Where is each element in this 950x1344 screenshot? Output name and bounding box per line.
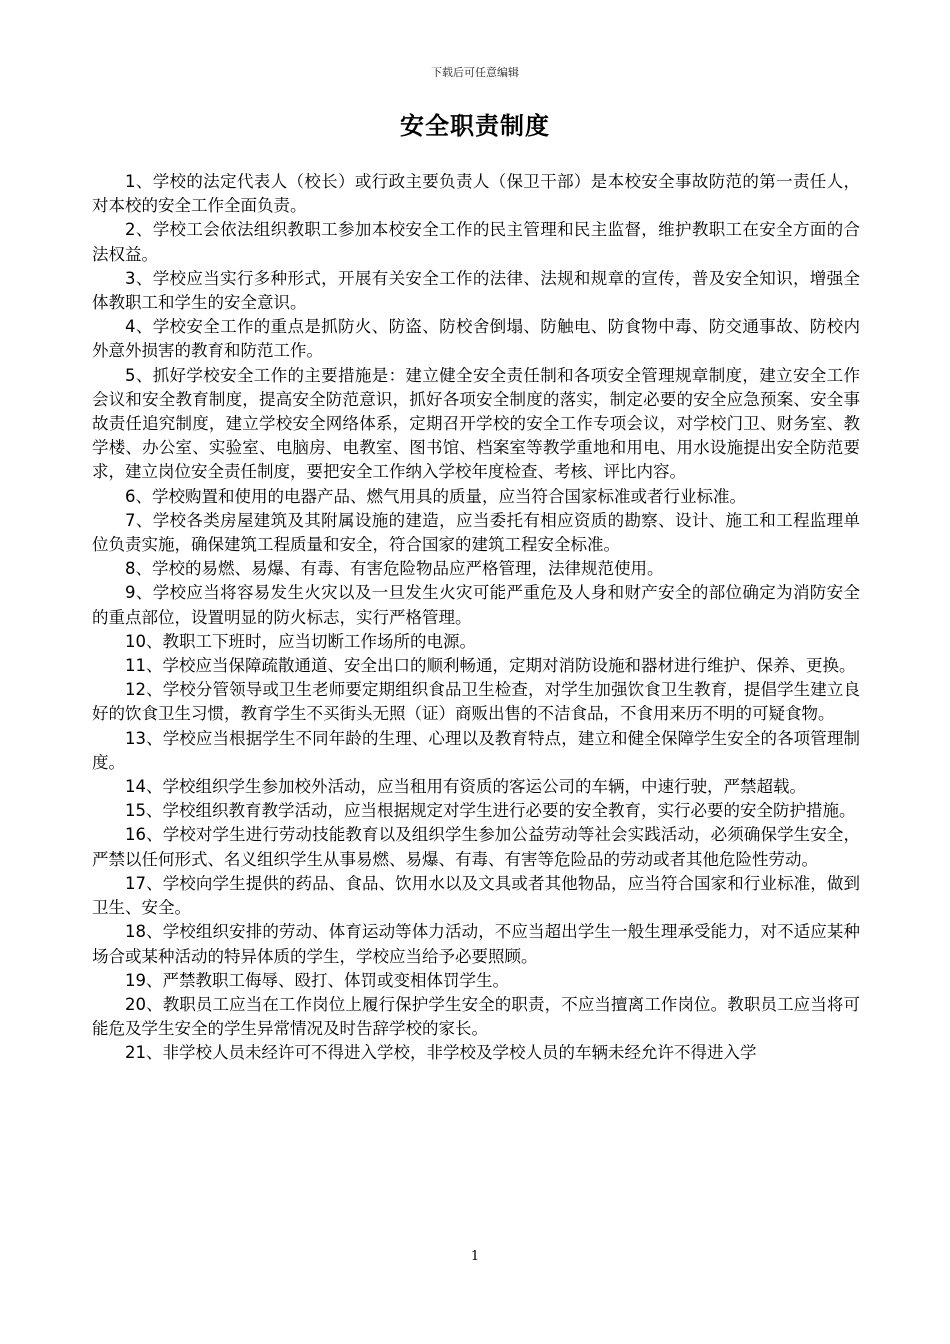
paragraph-18: 18、学校组织安排的劳动、体育运动等体力活动，不应当超出学生一般生理承受能力，对不适应某种场合或某种活动的特异体质的学生，学校应当给予必要照顾。	[92, 922, 860, 966]
paragraph-6: 6、学校购置和使用的电器产品、燃气用具的质量，应当符合国家标准或者行业标准。	[125, 486, 746, 506]
paragraph-3: 3、学校应当实行多种形式，开展有关安全工作的法律、法规和规章的宣传，普及安全知识，增强全体教职工和学生的安全意识。	[92, 268, 860, 313]
paragraph-10: 10、教职工下班时，应当切断工作场所的电源。	[125, 631, 476, 651]
paragraph-21: 21、非学校人员未经许可不得进入学校，非学校及学校人员的车辆未经允许不得进入学	[125, 1043, 757, 1063]
paragraph-11: 11、学校应当保障疏散通道、安全出口的顺利畅通，定期对消防设施和器材进行维护、保养、更换。	[125, 656, 856, 676]
paragraph-9: 9、学校应当将容易发生火灾以及一旦发生火灾可能严重危及人身和财产安全的部位确定为消防安全的重点部位，设置明显的防火标志，实行严格管理。	[92, 583, 860, 627]
paragraph-15: 15、学校组织教育教学活动，应当根据规定对学生进行必要的安全教育，实行必要的安全防护措施。	[125, 801, 856, 821]
paragraph-1: 1、学校的法定代表人（校长）或行政主要负责人（保卫干部）是本校安全事故防范的第一责任人，对本校的安全工作全面负责。	[92, 172, 860, 216]
paragraph-20: 20、教职员工应当在工作岗位上履行保护学生安全的职责，不应当擅离工作岗位。教职员工应当将可能危及学生安全的学生异常情况及时告辞学校的家长。	[92, 994, 860, 1039]
paragraph-4: 4、学校安全工作的重点是抓防火、防盗、防校舍倒塌、防触电、防食物中毒、防交通事故、防校内外意外损害的教育和防范工作。	[92, 317, 860, 361]
paragraph-12: 12、学校分管领导或卫生老师要定期组织食品卫生检查，对学生加强饮食卫生教育，提倡学生建立良好的饮食卫生习惯，教育学生不买街头无照（证）商贩出售的不洁食品，不食用来历不明的可疑食物。	[92, 680, 860, 724]
paragraph-16: 16、学校对学生进行劳动技能教育以及组织学生参加公益劳动等社会实践活动，必须确保学生安全，严禁以任何形式、名义组织学生从事易燃、易爆、有毒、有害等危险品的劳动或者其他危险性劳动。	[92, 825, 860, 869]
document-title: 安全职责制度	[400, 112, 550, 140]
paragraph-5: 5、抓好学校安全工作的主要措施是：建立健全安全责任制和各项安全管理规章制度，建立安全工作会议和安全教育制度，提高安全防范意识，抓好各项安全制度的落实，制定必要的安全应急预案、安全事故责任追究制度，建立学校安全网络体系，定期召开学校的安全工作专项会议，对学校门卫、财务室、教学楼、办公室、实验室、电脑房、电教室、图书馆、档案室等教学重地和用电、用水设施提出安全防范要求，建立岗位安全责任制度，要把安全工作纳入学校年度检查、考核、评比内容。	[92, 365, 860, 482]
paragraph-14: 14、学校组织学生参加校外活动，应当租用有资质的客运公司的车辆，中速行驶，严禁超载。	[125, 777, 806, 797]
paragraph-19: 19、严禁教职工侮辱、殴打、体罚或变相体罚学生。	[125, 970, 509, 990]
paragraph-7: 7、学校各类房屋建筑及其附属设施的建造，应当委托有相应资质的勘察、设计、施工和工程监理单位负责实施，确保建筑工程质量和安全，符合国家的建筑工程安全标准。	[92, 510, 860, 555]
paragraph-13: 13、学校应当根据学生不同年龄的生理、心理以及教育特点，建立和健全保障学生安全的各项管理制度。	[92, 728, 860, 772]
paragraph-17: 17、学校向学生提供的药品、食品、饮用水以及文具或者其他物品，应当符合国家和行业标准，做到卫生、安全。	[92, 873, 860, 918]
page-number: 1	[470, 1249, 480, 1264]
document-body	[92, 170, 860, 1066]
paragraph-2: 2、学校工会依法组织教职工参加本校安全工作的民主管理和民主监督，维护教职工在安全方面的合法权益。	[92, 220, 860, 264]
paragraph-8: 8、学校的易燃、易爆、有毒、有害危险物品应严格管理，法律规范使用。	[125, 559, 664, 579]
header-note: 下载后可任意编辑	[431, 66, 519, 79]
